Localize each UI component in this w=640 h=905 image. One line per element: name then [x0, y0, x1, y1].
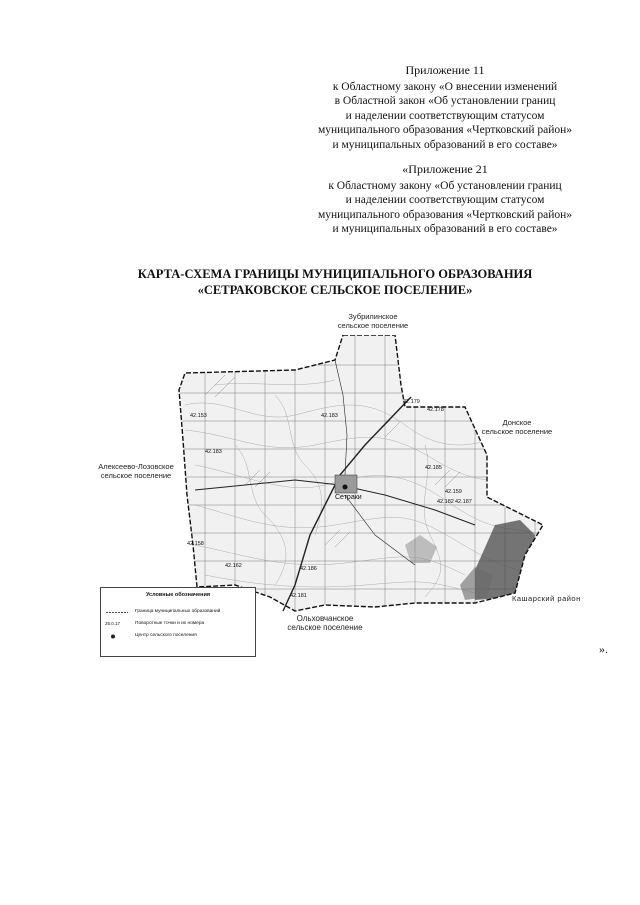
point-label: 42.159: [445, 489, 462, 495]
annex-21-line: и муниципальных образований в его составе»: [332, 223, 558, 235]
map-title: [60, 266, 610, 298]
neighbor-type: сельское поселение: [287, 623, 363, 632]
legend-item-points: [105, 620, 251, 629]
point-label: 42.179: [403, 399, 420, 405]
annex-21-line: и наделении соответствующим статусом: [345, 194, 545, 206]
map-legend: [100, 587, 256, 657]
annex-11-line: и муниципальных образований в его составе»: [332, 138, 558, 151]
closing-quote: ».: [599, 642, 608, 656]
annex-21-heading: «Приложение 21: [402, 162, 488, 176]
legend-item-text: Граница муниципальных образований: [135, 609, 221, 614]
neighbor-name: Зубрилинское: [348, 312, 398, 321]
point-label: 42.178: [427, 407, 444, 413]
point-label: 42.181: [290, 593, 307, 599]
neighbor-type: сельское поселение: [100, 471, 172, 480]
neighbor-name: Алексеево-Лозовское: [98, 462, 174, 471]
legend-item-boundary: [105, 608, 251, 617]
dot-icon: [105, 632, 129, 641]
point-label: 42.182: [437, 499, 454, 505]
point-label: 42.185: [425, 465, 442, 471]
legend-item-center: [105, 632, 251, 641]
map-title-line-2: «СЕТРАКОВСКОЕ СЕЛЬСКОЕ ПОСЕЛЕНИЕ»: [197, 283, 473, 297]
neighbor-name: Ольховчанское: [296, 614, 354, 623]
annex-11-line: муниципального образования «Чертковский район»: [317, 124, 573, 136]
annex-21-line: к Областному закону «Об установлении границ: [328, 179, 562, 192]
annex-11-line: и наделении соответствующим статусом: [345, 109, 545, 122]
settlement-label: Сетраки: [335, 494, 362, 501]
dashed-line-icon: [105, 608, 129, 617]
point-label: 42.153: [190, 413, 207, 419]
legend-title: Условные обозначения: [145, 592, 211, 598]
point-label: 42.187: [455, 499, 472, 505]
settlement-area: [335, 475, 357, 493]
annex-11-line: к Областному закону «О внесении изменений: [332, 80, 558, 93]
map-title-line-1: КАРТА-СХЕМА ГРАНИЦЫ МУНИЦИПАЛЬНОГО ОБРАЗОВАНИЯ: [137, 267, 533, 281]
annex-21-line: муниципального образования «Чертковский район»: [317, 208, 573, 221]
boundary-map: [175, 335, 585, 615]
legend-item-text: Центр сельского поселения: [135, 633, 197, 638]
neighbor-district-label: Кашарский район: [512, 594, 581, 603]
annex-21-block: [290, 162, 600, 237]
point-label: 42.158: [187, 541, 204, 547]
point-label: 42.186: [300, 566, 317, 572]
legend-item-text: Поворотные точки и их номера: [135, 621, 205, 626]
annex-11-line: в Областной закон «Об установлении границ: [334, 95, 556, 107]
neighbor-name: Донское: [502, 418, 532, 427]
point-label-sample: 25.0.17: [105, 621, 121, 626]
annex-11-heading: Приложение 11: [405, 63, 485, 77]
neighbor-north-label: [313, 312, 433, 330]
neighbor-east-label: [472, 418, 562, 436]
point-label: 42.183: [321, 413, 338, 419]
topographic-base: [175, 335, 585, 615]
neighbor-west-label: [86, 462, 186, 480]
annex-11-block: [290, 63, 600, 152]
boundary-map-canvas: [175, 335, 585, 615]
neighbor-south-label: [270, 614, 380, 632]
neighbor-type: сельское поселение: [481, 427, 553, 436]
settlement-dot: [343, 485, 348, 490]
point-label: 42.162: [225, 563, 242, 569]
neighbor-type: сельское поселение: [337, 321, 409, 330]
point-label: 42.183: [205, 449, 222, 455]
